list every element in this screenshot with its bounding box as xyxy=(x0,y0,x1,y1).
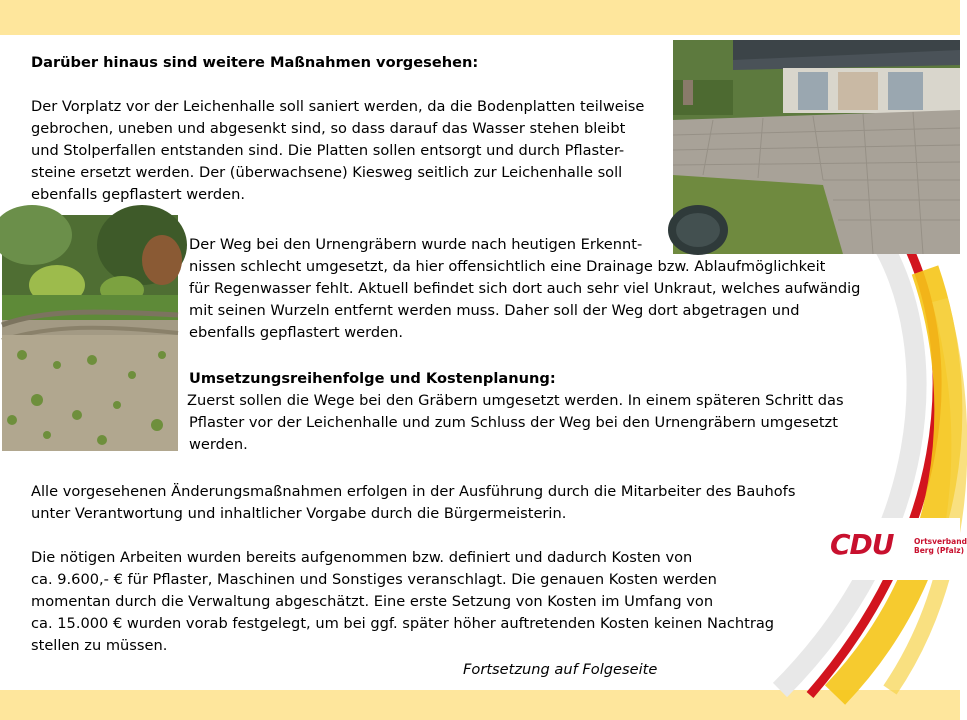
text-line: ca. 9.600,- € für Pflaster, Maschinen und Sonstiges veranschlagt. Die genauen Kosten werden xyxy=(31,571,717,588)
text-line: unter Verantwortung und inhaltlicher Vorgabe durch die Bürgermeisterin. xyxy=(31,505,567,522)
text-line: nissen schlecht umgesetzt, da hier offensichtlich eine Drainage bzw. Ablaufmöglichkeit xyxy=(189,258,826,275)
top-band xyxy=(0,0,960,35)
text-line: Der Weg bei den Urnengräbern wurde nach heutigen Erkennt- xyxy=(189,236,643,253)
paragraph-bauhof xyxy=(31,481,795,525)
text-line: Der Vorplatz vor der Leichenhalle soll saniert werden, da die Bodenplatten teilweise xyxy=(31,98,645,115)
text-line: ebenfalls gepflastert werden. xyxy=(189,324,403,341)
text-line: Zuerst sollen die Wege bei den Gräbern umgesetzt werden. In einem späteren Schritt das xyxy=(187,392,844,409)
text-line: Alle vorgesehenen Änderungsmaßnahmen erfolgen in der Ausführung durch die Mitarbeiter des Bauhofs xyxy=(31,483,796,500)
continuation-note: Fortsetzung auf Folgeseite xyxy=(463,661,658,678)
text-line: momentan durch die Verwaltung abgeschätzt. Eine erste Setzung von Kosten im Umfang von xyxy=(31,593,714,610)
paragraph-kosten xyxy=(31,547,774,657)
paragraph-reihenfolge xyxy=(187,390,844,456)
text-line: ebenfalls gepflastert werden. xyxy=(31,186,245,203)
cdu-logo-subtitle-line: Berg (Pfalz) xyxy=(914,546,965,555)
photo-leichenhalle xyxy=(673,40,960,254)
heading: Darüber hinaus sind weitere Maßnahmen vorgesehen: xyxy=(31,54,479,71)
text-line: stellen zu müssen. xyxy=(31,637,168,654)
text-line: Pflaster vor der Leichenhalle und zum Schluss der Weg bei den Urnengräbern umgesetzt xyxy=(189,414,838,431)
cdu-logo-text: CDU xyxy=(830,528,894,561)
cdu-logo-subtitle xyxy=(914,537,967,555)
paragraph-vorplatz xyxy=(31,96,644,206)
text-line: mit seinen Wurzeln entfernt werden muss. Daher soll der Weg dort abgetragen und xyxy=(189,302,800,319)
text-line: gebrochen, uneben und abgesenkt sind, so dass darauf das Wasser stehen bleibt xyxy=(31,120,626,137)
text-line: steine ersetzt werden. Der (überwachsene) Kiesweg seitlich zur Leichenhalle soll xyxy=(31,164,623,181)
cdu-logo-subtitle-line: Ortsverband xyxy=(914,537,967,546)
text-line: und Stolperfallen entstanden sind. Die Platten sollen entsorgt und durch Pflaster- xyxy=(31,142,625,159)
cdu-logo xyxy=(826,518,967,580)
text-line: werden. xyxy=(189,436,248,453)
photo-urnengraeber xyxy=(2,215,178,451)
text-line: für Regenwasser fehlt. Aktuell befindet sich dort auch sehr viel Unkraut, welches aufwändig xyxy=(189,280,861,297)
paragraph-urnengraeber xyxy=(189,234,860,344)
text-line: Die nötigen Arbeiten wurden bereits aufgenommen bzw. definiert und dadurch Kosten von xyxy=(31,549,693,566)
section-heading: Umsetzungsreihenfolge und Kostenplanung: xyxy=(189,370,556,387)
text-line: ca. 15.000 € wurden vorab festgelegt, um bei ggf. später höher auftretenden Kosten keinen Nachtrag xyxy=(31,615,775,632)
